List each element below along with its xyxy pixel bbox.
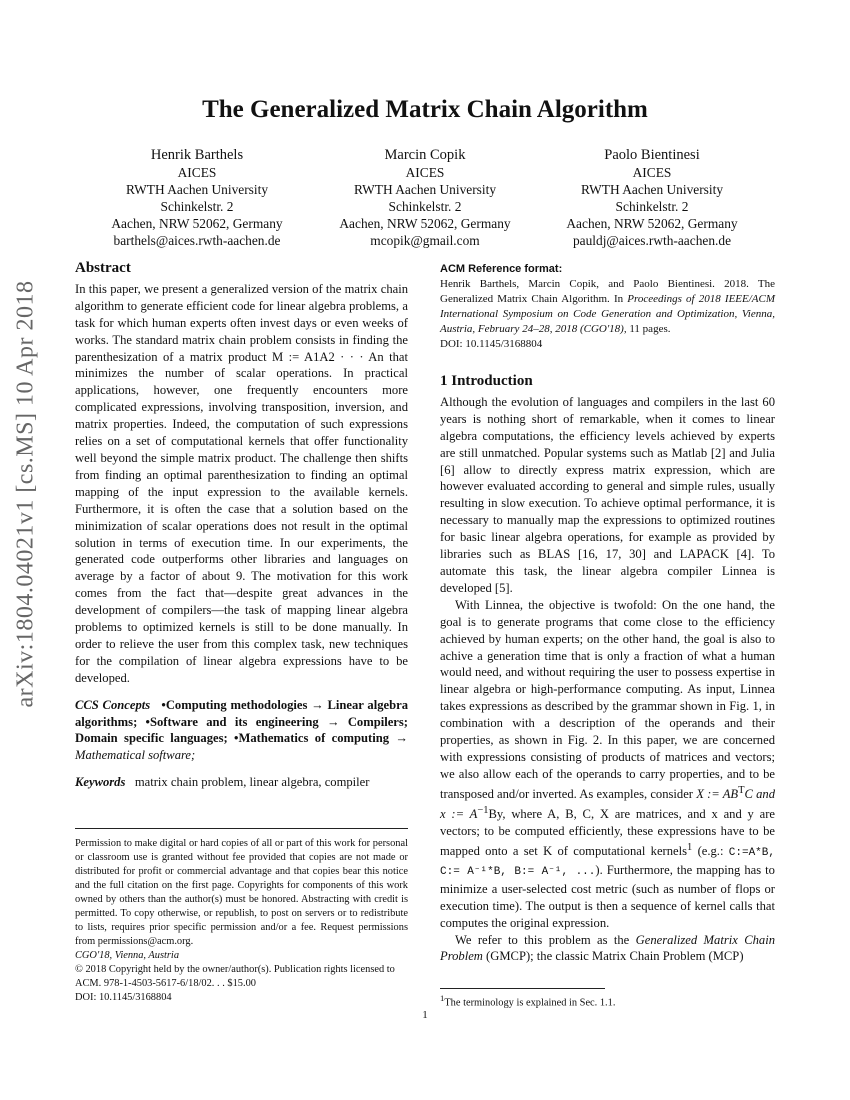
- ccs-label: CCS Concepts: [75, 697, 151, 712]
- arxiv-stamp: [8, 264, 44, 724]
- author-name: Paolo Bientinesi: [604, 147, 700, 163]
- footnote-block: [440, 988, 775, 1008]
- intro-paragraph-2: With Linnea, the objective is twofold: On the one hand, the goal is to generate programs that come close to the efficiency achieved by human experts; on the other hand, the goal is also to achive a generation time that is only a fraction of what a human would need, and without requiring the user to possess expertise in linear algebra or high-performance computing. As input, Linnea takes expressions as described by the grammar shown in Fig. 1, in combination with a description of the operands and their properties, as shown in Fig. 2. In this paper, we are concerned with expressions consisting of products of matrices and vectors; we also allow each of the operands to carry properties, and to be transposed and/or inverted. As examples, consider X := $AB^TC$ and x := $A^{-1}By$, where A, B, C, X are matrices, and x and y are vectors; to be computed efficiently, these expressions have to be mapped onto a set K of computational kernels$^1$ (e.g.: C:=A*B, C:= A⁻¹*B, B:= A⁻¹, ...). Furthermore, the mapping has to minimize a user-selected cost metric (such as number of flops or execution time). The output is then a sequence of kernel calls that computes the original expression.: [440, 597, 776, 930]
- keywords-label: Keywords: [75, 775, 126, 790]
- author-affiliation: AICES: [177, 165, 217, 180]
- abstract-heading: Abstract: [75, 260, 131, 276]
- paper-title: The Generalized Matrix Chain Algorithm: [202, 96, 648, 123]
- acm-ref-text: Henrik Barthels, Marcin Copik, and Paolo Bientinesi. 2018. The Generalized Matrix Chain Algorithm. In Proceedings of 2018 IEEE/ACM International Symposium on Code Generation and Optimization, Vienna, Austria, February 24–28, 2018 (CGO'18), 11 pages.: [440, 278, 776, 335]
- author-email[interactable]: mcopik@gmail.com: [370, 233, 480, 248]
- footnote-marker[interactable]: 1: [687, 841, 693, 853]
- author-email[interactable]: barthels@aices.rwth-aachen.de: [113, 233, 281, 248]
- ccs-text: •Computing methodologies → Linear algebra algorithms; •Software and its engineering → Compilers; Domain specific languages; •Mathematics of computing →: [75, 697, 408, 746]
- permission-rule: [75, 828, 408, 829]
- acm-ref-heading: ACM Reference format:: [440, 263, 563, 275]
- author-street: Schinkelstr. 2: [388, 199, 462, 214]
- author-block-2: [310, 147, 540, 249]
- author-street: Schinkelstr. 2: [615, 199, 689, 214]
- author-affiliation: AICES: [405, 165, 445, 180]
- author-block-1: [82, 147, 312, 249]
- footnote-rule: [440, 988, 605, 989]
- author-city: Aachen, NRW 52062, Germany: [566, 216, 738, 231]
- author-university: RWTH Aachen University: [580, 182, 724, 197]
- permission-text: Permission to make digital or hard copies of all or part of this work for personal or classroom use is granted without fee provided that copies are not made or distributed for profit or commercial advantage and that copies bear this notice and the full citation on the first page. Copyrights for components of this work owned by others than the author(s) must be honored. Abstracting with credit is permitted. To copy otherwise, or republish, to post on servers or to redistribute to lists, requires prior specific permission and/or a fee. Request permissions from permissions@acm.org.: [75, 838, 408, 947]
- author-email[interactable]: pauldj@aices.rwth-aachen.de: [572, 233, 732, 248]
- author-name: Henrik Barthels: [150, 147, 244, 163]
- intro-paragraph-3: We refer to this problem as the Generalized Matrix Chain Problem (GMCP); the classic Matrix Chain Problem (MCP): [440, 932, 775, 964]
- intro-paragraph-1: Although the evolution of languages and compilers in the last 60 years is nothing short of remarkable, when it comes to linear algebra computations, the efficiency levels achieved by experts are still unmatched. Popular systems such as Matlab [2] and Julia [6] allow to directly express matrix expression, which are however evaluated according to general and simple rules, usually resulting in slow execution. To achieve optimal performance, it is necessary to manually map the expressions to optimized routines for basic linear algebra operations, for example as provided by libraries such as BLAS [16, 17, 30] and LAPACK [4]. To automate this task, the linear algebra compiler Linnea is developed [5].: [440, 394, 775, 595]
- keywords: [75, 774, 408, 791]
- ccs-concepts: [75, 697, 408, 765]
- author-university: RWTH Aachen University: [353, 182, 497, 197]
- footnote-text: $^1$The terminology is explained in Sec. 1.1.: [440, 993, 616, 1009]
- author-affiliation: AICES: [632, 165, 672, 180]
- author-city: Aachen, NRW 52062, Germany: [111, 216, 283, 231]
- author-name: Marcin Copik: [384, 147, 466, 163]
- author-street: Schinkelstr. 2: [160, 199, 234, 214]
- abstract-text: In this paper, we present a generalized version of the matrix chain algorithm to generate efficient code for linear algebra problems, a task for which human experts often invest days or even weeks of works. The standard matrix chain problem consists in finding the parenthesization of a matrix product M := A1A2 · · · An that minimizes the number of scalar operations. In practical applications, however, one frequently encounters more complicated expressions, involving transposition, inversion, and matrix properties. Indeed, the computation of such expressions relies on a set of computational kernels that offer functionality well beyond the simple matrix product. The challenge then shifts from finding an optimal parenthesization to finding an optimal mapping of the input expression to the available kernels. Furthermore, it is often the case that a solution based on the minimization of scalar operations does not result in the optimal solution in terms of execution time. In our experiments, the generated code outperforms other libraries and languages on average by a factor of about 9. The motivation for this work comes from the fact that—despite great advances in the development of compilers—the task of mapping linear algebra problems to optimized kernels is still to be done manually. In order to relieve the user from this complex task, new techniques for the compilation of linear algebra expressions have to be developed.: [75, 281, 408, 685]
- author-city: Aachen, NRW 52062, Germany: [339, 216, 511, 231]
- permission-venue: CGO'18, Vienna, Austria: [75, 950, 180, 961]
- ccs-text-italic: Mathematical software;: [75, 748, 196, 763]
- arxiv-stamp-text: arXiv:1804.04021v1 [cs.MS] 10 Apr 2018: [12, 280, 39, 708]
- permission-copyright: © 2018 Copyright held by the owner/author(s). Publication rights licensed to ACM. 978-1-4503-5617-6/18/02. . . $15.00: [75, 964, 395, 989]
- permission-doi: DOI: 10.1145/3168804: [75, 992, 172, 1003]
- page-number: 1: [422, 1009, 428, 1021]
- keywords-text: matrix chain problem, linear algebra, compiler: [134, 775, 370, 790]
- acm-reference: [440, 262, 775, 352]
- permission-block: [75, 828, 408, 1005]
- author-block-3: [537, 147, 767, 249]
- right-column: [440, 262, 775, 965]
- author-university: RWTH Aachen University: [125, 182, 269, 197]
- left-column: [75, 260, 408, 791]
- acm-ref-doi: DOI: 10.1145/3168804: [440, 338, 543, 350]
- intro-heading: 1 Introduction: [440, 373, 533, 389]
